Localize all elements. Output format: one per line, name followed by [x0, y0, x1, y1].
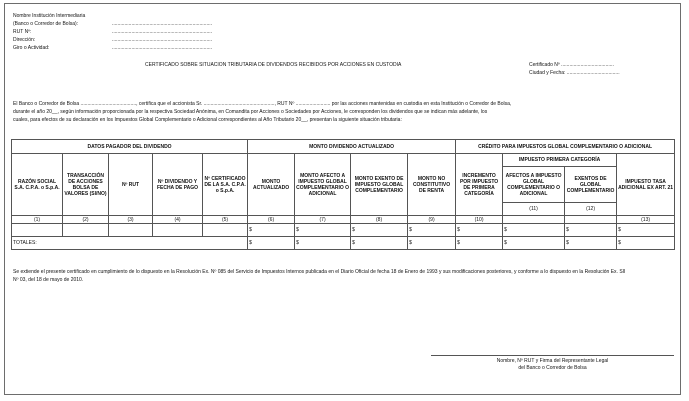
- col-transaccion: TRANSACCIÓN DE ACCIONES BOLSA DE VALORES (SI/NO): [63, 154, 109, 216]
- col-exentos-gc: EXENTOS DE GLOBAL COMPLEMENTARIO: [565, 167, 617, 203]
- currency-cell: $: [351, 237, 408, 250]
- col-number: (1): [12, 216, 63, 224]
- signature-label-1: Nombre, Nº RUT y Firma del Representante Legal: [496, 358, 609, 364]
- col-monto-afecto: MONTO AFECTO A IMPUESTO GLOBAL COMPLEMENTARIO O ADICIONAL: [295, 154, 351, 216]
- totales-label: TOTALES:: [12, 237, 248, 250]
- currency-cell: $: [456, 237, 503, 250]
- currency-cell: $: [408, 237, 456, 250]
- currency-cell: $: [295, 224, 351, 237]
- intro-line-2: durante el año 20__, según información proporcionada por la respectiva Sociedad Anónima, en Comandita por Acciones o Sociedades por Acciones, le corresponden los dividendos que se indican más adelante, los: [13, 109, 488, 115]
- col-number: (6): [248, 216, 295, 224]
- col-number: (5): [203, 216, 248, 224]
- currency-cell: $: [248, 224, 295, 237]
- field-direccion: Dirección:: [13, 37, 36, 43]
- col-monto-exento: MONTO EXENTO DE IMPUESTO GLOBAL COMPLEMENTARIO: [351, 154, 408, 216]
- field-giro: Giro o Actividad:: [13, 45, 50, 51]
- document-title: CERTIFICADO SOBRE SITUACION TRIBUTARIA DE DIVIDENDOS RECIBIDOS POR ACCIONES EN CUSTODIA: [145, 62, 402, 68]
- certificado-field: Certificado Nº ......................................: [529, 62, 614, 68]
- col-number: (13): [617, 216, 675, 224]
- signature-line: [431, 355, 674, 356]
- field-dots: ........................................................................: [112, 37, 213, 43]
- col-number: (9): [408, 216, 456, 224]
- group-credito-header: CRÉDITO PARA IMPUESTOS GLOBAL COMPLEMENTARIO O ADICIONAL: [456, 140, 675, 154]
- currency-cell: $: [456, 224, 503, 237]
- currency-cell: $: [248, 237, 295, 250]
- dividend-table: [11, 139, 675, 250]
- col-number: (4): [153, 216, 203, 224]
- col-number: (12): [565, 203, 617, 216]
- field-label: (Banco o Corredor de Bolsa):: [13, 21, 79, 27]
- group-pagador-header: DATOS PAGADOR DEL DIVIDENDO: [12, 140, 248, 154]
- intro-line-3: cuales, para efectos de su declaración en los Impuestos Global Complementario o Adicional correspondientes al Año Tributario 20__, presentan la siguiente situación tributaria:: [13, 117, 402, 123]
- col-number: [565, 216, 617, 224]
- intro-line-1: El Banco o Corredor de Bolsa ........................................, certifica que el accionista Sr. ..................................................., RUT Nº ......................... por las acciones mantenidas en custodia en esta Institución o Corredor de Bolsa,: [13, 101, 512, 107]
- col-dividendo-fecha: Nº DIVIDENDO Y FECHA DE PAGO: [153, 154, 203, 216]
- field-banco: [13, 21, 78, 27]
- currency-cell: $: [295, 237, 351, 250]
- field-label: Nombre Institución Intermediaria: [13, 13, 86, 19]
- col-number: (2): [63, 216, 109, 224]
- group-primera-categoria: IMPUESTO PRIMERA CATEGORÍA: [503, 154, 617, 167]
- ciudad-fecha-field: Ciudad y Fecha: ......................................: [529, 70, 620, 76]
- col-incremento: INCREMENTO POR IMPUESTO DE PRIMERA CATEGORÍA: [456, 154, 503, 216]
- col-afectos-igc: AFECTOS A IMPUESTO GLOBAL COMPLEMENTARIO O ADICIONAL: [503, 167, 565, 203]
- currency-cell: $: [617, 224, 675, 237]
- col-rut: Nº RUT: [109, 154, 153, 216]
- currency-cell: $: [351, 224, 408, 237]
- currency-cell: $: [503, 237, 565, 250]
- signature-label-2: del Banco o Corredor de Bolsa: [518, 365, 587, 371]
- currency-cell: $: [503, 224, 565, 237]
- col-certificado: Nº CERTIFICADO DE LA S.A. C.P.A. o S.p.A.: [203, 154, 248, 216]
- col-number: [503, 216, 565, 224]
- field-nombre: [13, 13, 85, 19]
- table-row: [12, 224, 675, 237]
- field-dots: ........................................................................: [112, 29, 213, 35]
- col-tasa-adicional: IMPUESTO TASA ADICIONAL EX ART. 21: [617, 154, 675, 216]
- field-rut: RUT Nº:: [13, 29, 32, 35]
- currency-cell: $: [617, 237, 675, 250]
- col-monto-no-constitutivo: MONTO NO CONSTITUTIVO DE RENTA: [408, 154, 456, 216]
- field-dots: ........................................................................: [112, 45, 213, 51]
- col-number: (8): [351, 216, 408, 224]
- col-number: (10): [456, 216, 503, 224]
- currency-cell: $: [408, 224, 456, 237]
- field-dots: ........................................................................: [112, 21, 213, 27]
- col-number: (11): [503, 203, 565, 216]
- currency-cell: $: [565, 237, 617, 250]
- col-monto-actualizado: MONTO ACTUALIZADO: [248, 154, 295, 216]
- totals-row: [12, 237, 675, 250]
- footer-legal-text: Se extiende el presente certificado en cumplimiento de lo dispuesto en la Resolución Ex. Nº 085 del Servicio de Impuestos Internos publicada en el Diario Oficial de fecha 18 de Enero de 1993 y sus modificaciones posteriores, y conforme a lo dispuesto en la Resolución Ex. SII: [13, 269, 626, 275]
- currency-cell: $: [565, 224, 617, 237]
- col-razon-social: RAZÓN SOCIAL S.A. C.P.A. o S.p.A.: [12, 154, 63, 216]
- group-monto-header: MONTO DIVIDENDO ACTUALIZADO: [248, 140, 456, 154]
- footer-legal-text-2: Nº 03, del 18 de mayo de 2010.: [13, 277, 84, 283]
- col-number: (3): [109, 216, 153, 224]
- col-number: (7): [295, 216, 351, 224]
